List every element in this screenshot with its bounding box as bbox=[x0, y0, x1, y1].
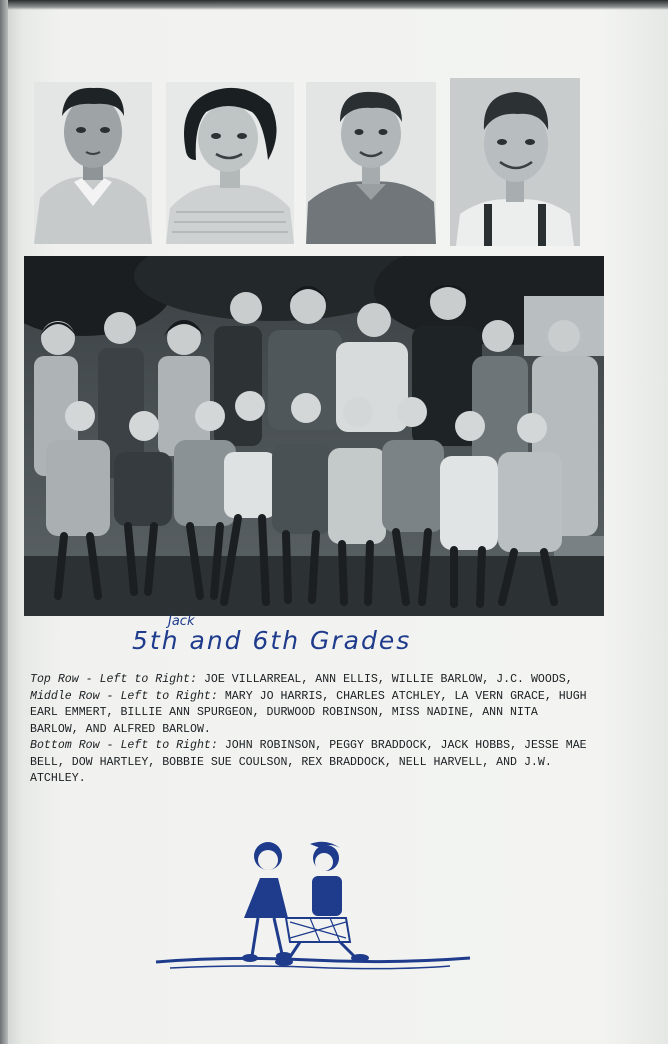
walking-kids-illustration bbox=[150, 838, 480, 978]
caption-middle-row bbox=[30, 689, 590, 739]
page-top-edge bbox=[0, 0, 668, 10]
caption-bottom-row-lead: Bottom Row - Left to Right: bbox=[30, 739, 218, 752]
caption-middle-row-lead: Middle Row - Left to Right: bbox=[30, 689, 218, 703]
caption-bottom-row bbox=[30, 738, 590, 788]
caption-middle-row-names: MARY JO HARRIS, CHARLES ATCHLEY, LA VERN GRACE, HUGH EARL EMMERT, BILLIE ANN SPURGEON, DURWOOD ROBINSON, MISS NADINE, ANN NITA BARLOW, AND ALFRED BARLOW. bbox=[30, 689, 587, 736]
portrait-3 bbox=[306, 82, 436, 244]
caption-top-row-names: JOE VILLARREAL, ANN ELLIS, WILLIE BARLOW, J.C. WOODS, bbox=[203, 673, 573, 686]
binding-edge bbox=[0, 0, 8, 1044]
portrait-4 bbox=[450, 78, 580, 246]
grades-title: 5th and 6th Grades bbox=[132, 626, 412, 655]
class-group-photo bbox=[24, 256, 604, 616]
grades-heading bbox=[132, 614, 472, 670]
photo-caption bbox=[30, 672, 590, 788]
caption-top-row-lead: Top Row - Left to Right: bbox=[30, 673, 197, 686]
portrait-2 bbox=[166, 82, 294, 244]
handwritten-note: Jack bbox=[168, 614, 195, 629]
portrait-1 bbox=[34, 82, 152, 244]
caption-bottom-row-names: JOHN ROBINSON, PEGGY BRADDOCK, JACK HOBBS, JESSE MAE BELL, DOW HARTLEY, BOBBIE SUE COULSON, REX BRADDOCK, NELL HARVELL, AND J.W. ATCHLEY. bbox=[30, 739, 587, 785]
caption-top-row bbox=[30, 672, 590, 689]
